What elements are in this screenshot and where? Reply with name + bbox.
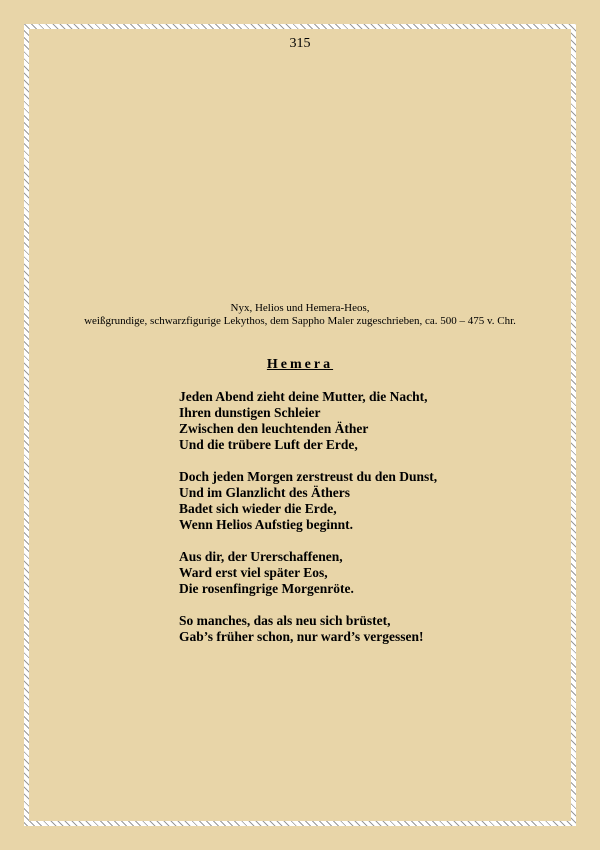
poem-body — [179, 389, 559, 661]
poem-line: Ward erst viel später Eos, — [179, 565, 328, 580]
poem-line: Die rosenfingrige Morgenröte. — [179, 581, 354, 596]
image-caption — [0, 302, 600, 328]
poem-stanza — [179, 469, 559, 533]
poem-stanza — [179, 549, 559, 597]
poem-line: Doch jeden Morgen zerstreust du den Dunst, — [179, 469, 438, 484]
poem-line: So manches, das als neu sich brüstet, — [179, 613, 391, 628]
poem-line: Gab’s früher schon, nur ward’s vergessen! — [179, 629, 424, 644]
poem-line: Zwischen den leuchtenden Äther — [179, 421, 369, 436]
page-number: 315 — [289, 36, 311, 51]
poem-stanza — [179, 389, 559, 453]
poem-line: Und im Glanzlicht des Äthers — [179, 485, 351, 500]
poem-line: Jeden Abend zieht deine Mutter, die Nacht, — [179, 389, 428, 404]
caption-line-1: Nyx, Helios und Hemera-Heos, — [230, 302, 370, 314]
poem-title: Hemera — [266, 357, 334, 372]
poem-line: Ihren dunstigen Schleier — [179, 405, 321, 420]
poem-stanza — [179, 613, 559, 645]
poem-line: Wenn Helios Aufstieg beginnt. — [179, 517, 354, 532]
poem-line: Badet sich wieder die Erde, — [179, 501, 337, 516]
poem-line: Aus dir, der Urerschaffenen, — [179, 549, 343, 564]
caption-line-2: weißgrundige, schwarzfigurige Lekythos, dem Sappho Maler zugeschrieben, ca. 500 – 475 v. Chr. — [84, 315, 516, 327]
poem-line: Und die trübere Luft der Erde, — [179, 437, 358, 452]
